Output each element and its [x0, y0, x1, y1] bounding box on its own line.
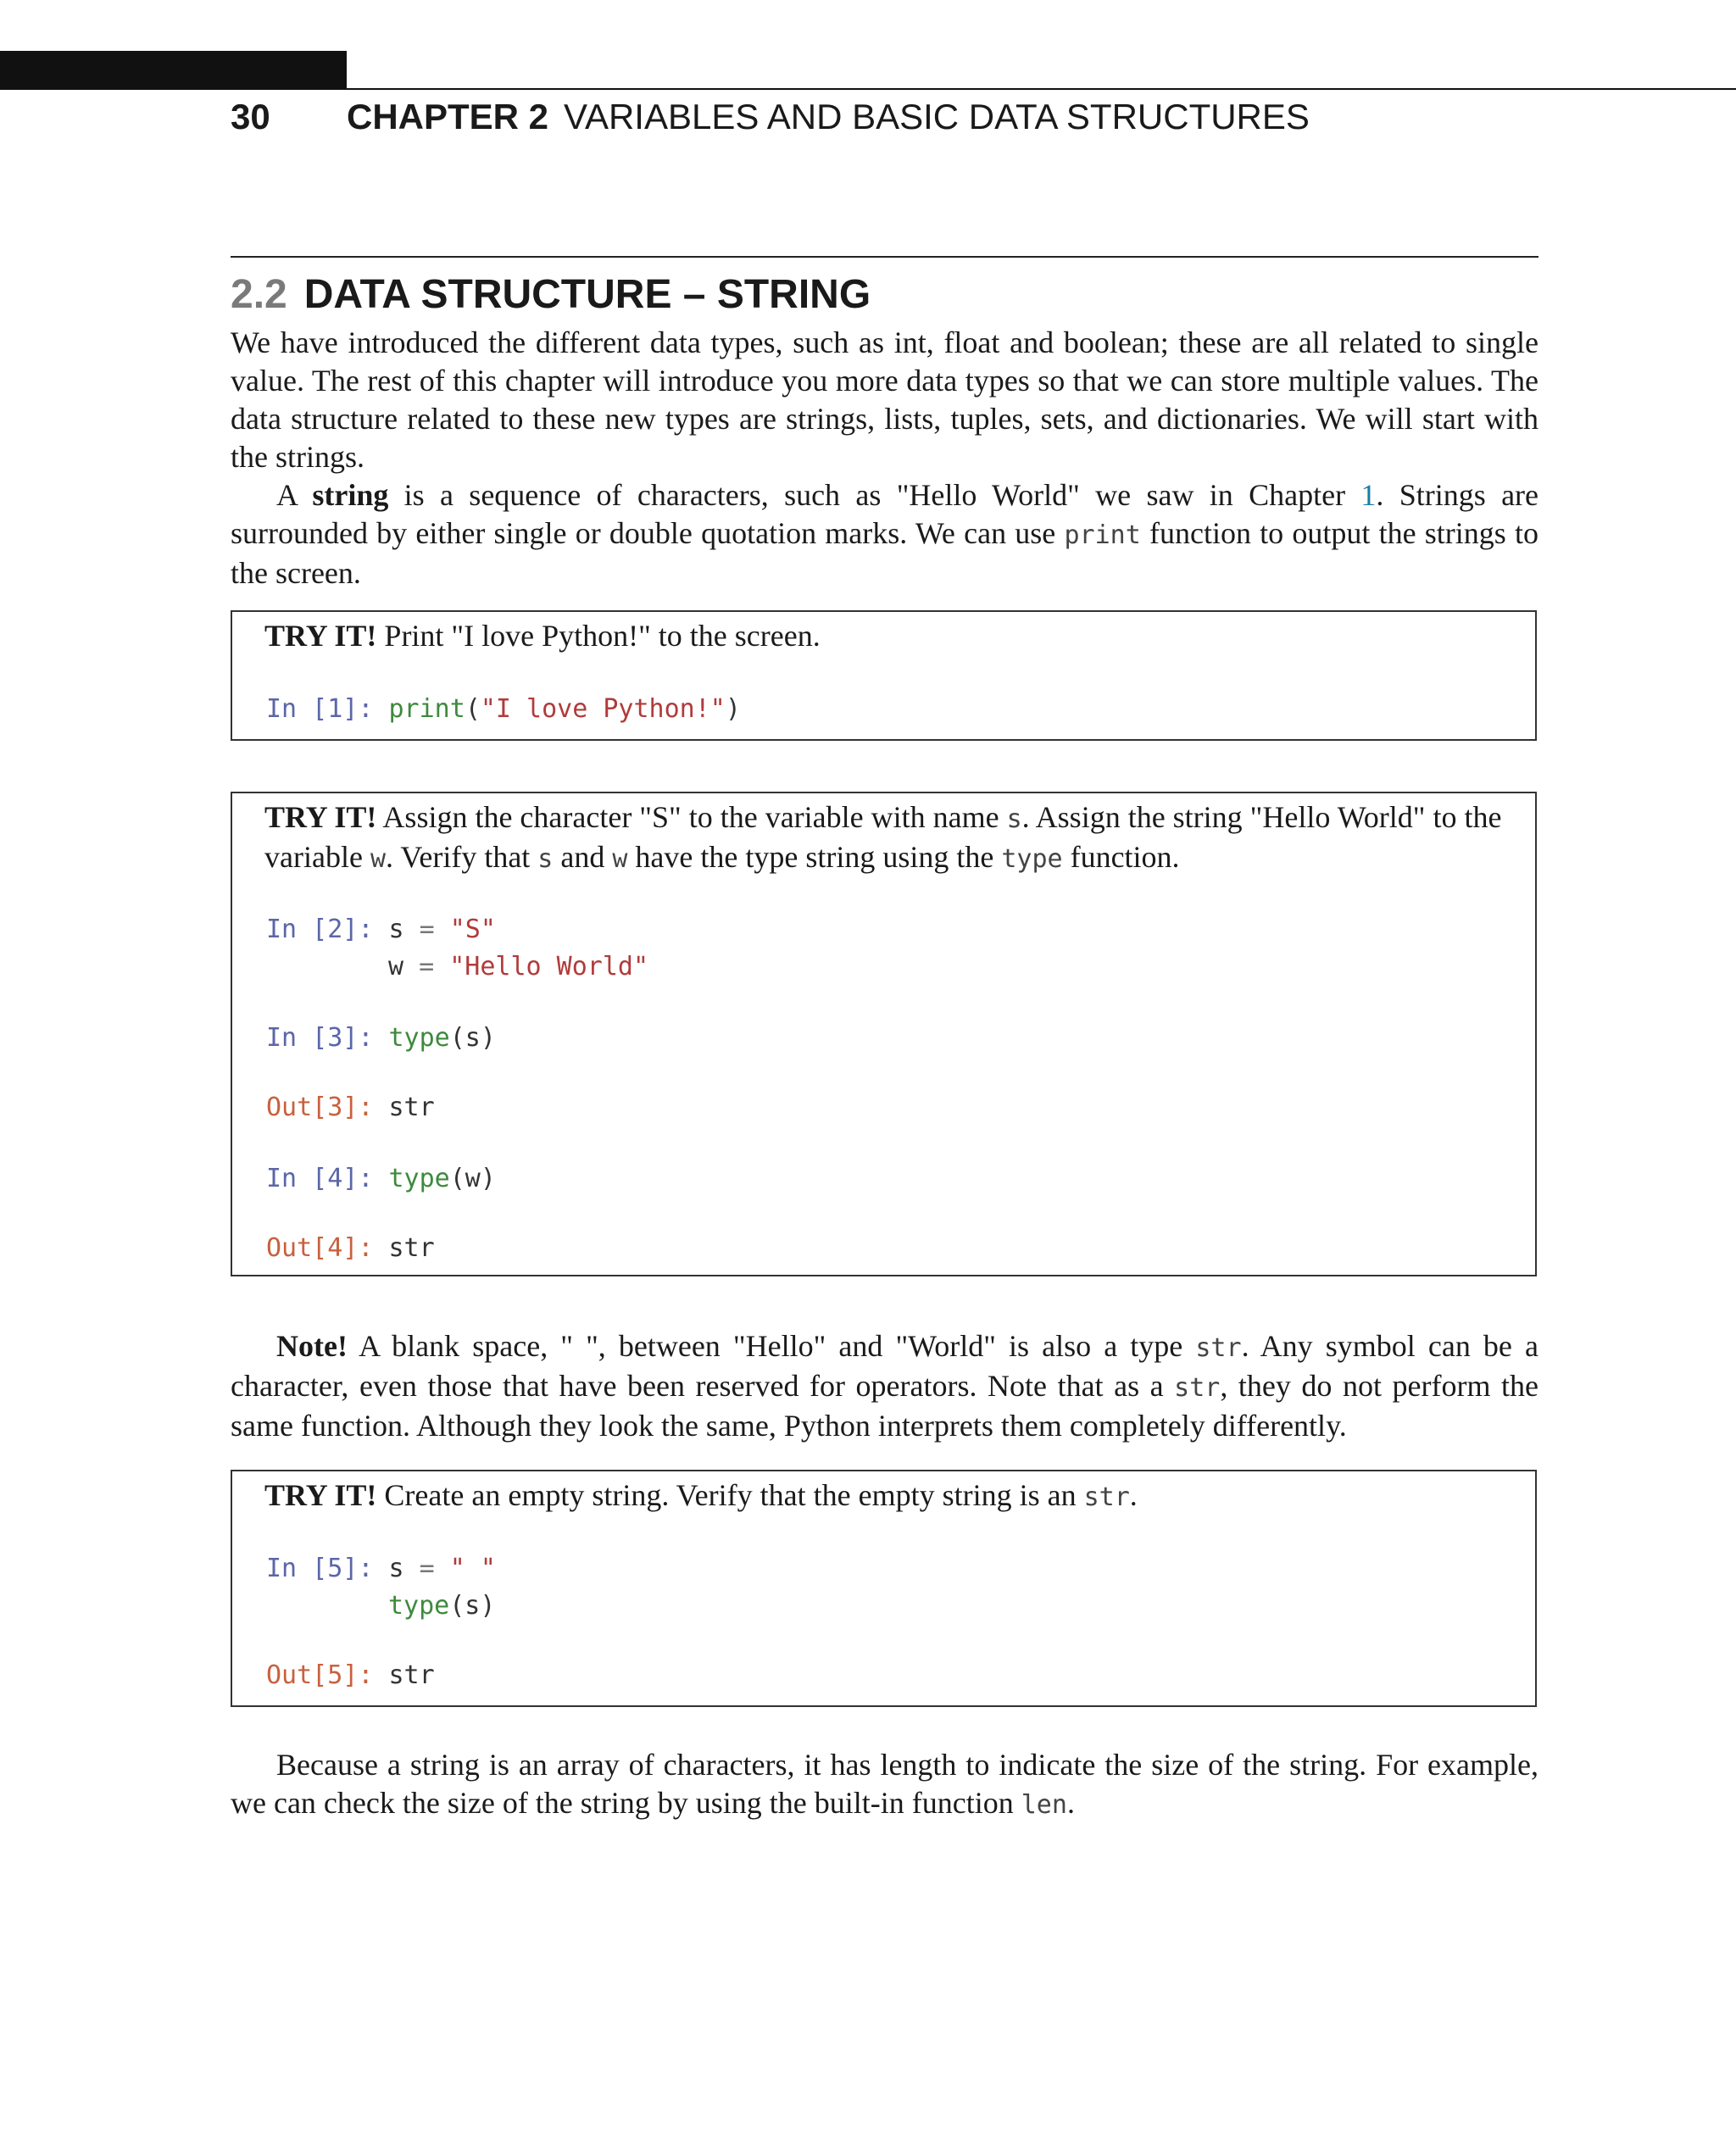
p2-text-c: . Strings are surrounded by either single or double quotation marks. We can use [231, 478, 1539, 550]
code-op: = [419, 1554, 435, 1583]
code-cell-2-line-2 [388, 949, 648, 985]
code-var: s [388, 915, 404, 944]
try-it-1-text [264, 617, 1505, 655]
code-args: (s) [449, 1591, 496, 1621]
p2-code-print: print [1064, 520, 1141, 550]
p2-text-b: is a sequence of characters, such as "Hello World" we saw in Chapter [388, 478, 1361, 512]
section-heading [231, 266, 871, 324]
note-label: Note! [276, 1329, 348, 1363]
try-it-3-t1: Create an empty string. Verify that the empty string is an [376, 1478, 1084, 1512]
section-title: DATA STRUCTURE – STRING [303, 272, 871, 317]
chapter-title: VARIABLES AND BASIC DATA STRUCTURES [564, 97, 1310, 136]
try-it-box-2 [231, 792, 1537, 1276]
try-it-2-t5: have the type string using the [627, 840, 1002, 874]
in-prompt-3: In [3]: [266, 1023, 374, 1053]
in-prompt-1: In [1]: [266, 694, 374, 724]
closing-t1: Because a string is an array of characters, it has length to indicate the size of the string. For example, we can check the size of the string by using the built-in function [231, 1748, 1538, 1820]
inline-code: s [537, 844, 554, 874]
out-prompt-5: Out[5]: [266, 1660, 374, 1690]
try-it-1-desc: Print "I love Python!" to the screen. [376, 619, 821, 653]
try-it-2-t1: Assign the character "S" to the variable with name [376, 800, 1007, 834]
output-value: str [388, 1093, 435, 1122]
try-it-3-label: TRY IT! [264, 1478, 377, 1512]
code-string: " " [449, 1554, 496, 1583]
intro-paragraph-1: We have introduced the different data types, such as int, float and boolean; these are all related to single value. The rest of this chapter will introduce you more data types so that we can store multiple values. The data structure related to these new types are strings, lists, tuples, sets, and dictionaries. We will start with the strings. [231, 325, 1538, 474]
chapter-link[interactable]: 1 [1360, 478, 1377, 512]
p2-text-a: A [276, 478, 313, 512]
try-it-2-t2: . Assign the string "Hello World" to the variable [264, 800, 1502, 874]
output-value: str [388, 1233, 435, 1263]
p2-term-string: string [312, 478, 389, 512]
code-string: "I love Python!" [480, 694, 726, 724]
try-it-2-label: TRY IT! [264, 800, 377, 834]
inline-code: w [370, 844, 386, 874]
in-prompt-5: In [5]: [266, 1554, 374, 1583]
try-it-2-text [264, 798, 1505, 878]
try-it-2-t3: . Verify that [386, 840, 538, 874]
try-it-3-t2: . [1129, 1478, 1138, 1512]
code-args: (s) [449, 1023, 496, 1053]
output-value: str [388, 1660, 435, 1690]
try-it-2-t6: function. [1062, 840, 1180, 874]
code-paren: ( [465, 694, 481, 724]
note-t1: A blank space, " ", between "Hello" and "World" is also a type [347, 1329, 1196, 1363]
note-paragraph [231, 1327, 1538, 1445]
try-it-1-label: TRY IT! [264, 619, 377, 653]
inline-code: len [1021, 1790, 1067, 1820]
header-rule [347, 88, 1736, 90]
inline-code: s [1006, 804, 1022, 834]
p2-text-d: function to output the strings to the screen. [231, 516, 1538, 590]
inline-code: type [1001, 844, 1063, 874]
code-cell-5-line-2 [388, 1588, 495, 1624]
code-op: = [419, 915, 435, 944]
out-prompt-4: Out[4]: [266, 1233, 374, 1263]
intro-paragraph-2 [231, 476, 1538, 592]
try-it-box-1 [231, 610, 1537, 741]
section-rule [231, 256, 1538, 258]
page-number: 30 [231, 97, 270, 136]
code-var: w [388, 952, 404, 982]
code-fn: print [388, 694, 465, 724]
running-head [347, 92, 1310, 142]
code-op: = [419, 952, 435, 982]
output-cell-3 [266, 1090, 435, 1126]
output-cell-4 [266, 1231, 435, 1266]
try-it-2-t4: and [553, 840, 613, 874]
section-number: 2.2 [231, 272, 287, 317]
out-prompt-3: Out[3]: [266, 1093, 374, 1122]
code-cell-3 [266, 1020, 496, 1056]
note-t3: , they do not perform the same function. Although they look the same, Python interprets them completely differently. [231, 1369, 1538, 1443]
closing-paragraph [231, 1746, 1538, 1824]
code-string: "Hello World" [449, 952, 649, 982]
code-args: (w) [449, 1164, 496, 1193]
try-it-3-text [264, 1476, 1505, 1516]
header-bar [0, 51, 347, 90]
chapter-label: CHAPTER 2 [347, 97, 549, 136]
inline-code: str [1195, 1333, 1242, 1363]
in-prompt-2: In [2]: [266, 915, 374, 944]
note-t2: . Any symbol can be a character, even those that have been reserved for operators. Note that as a [231, 1329, 1538, 1403]
closing-t2: . [1066, 1786, 1075, 1820]
inline-code: str [1174, 1373, 1221, 1403]
code-cell-1 [266, 692, 741, 727]
code-cell-5-line-1 [266, 1551, 496, 1587]
code-cell-4 [266, 1161, 496, 1197]
try-it-box-3 [231, 1470, 1537, 1707]
code-fn: type [388, 1164, 450, 1193]
code-string: "S" [449, 915, 496, 944]
code-cell-2-line-1 [266, 912, 496, 948]
code-paren: ) [725, 694, 741, 724]
code-fn: type [388, 1591, 450, 1621]
code-fn: type [388, 1023, 450, 1053]
code-var: s [388, 1554, 404, 1583]
in-prompt-4: In [4]: [266, 1164, 374, 1193]
inline-code: w [612, 844, 628, 874]
inline-code: str [1083, 1482, 1130, 1512]
output-cell-5 [266, 1658, 435, 1693]
